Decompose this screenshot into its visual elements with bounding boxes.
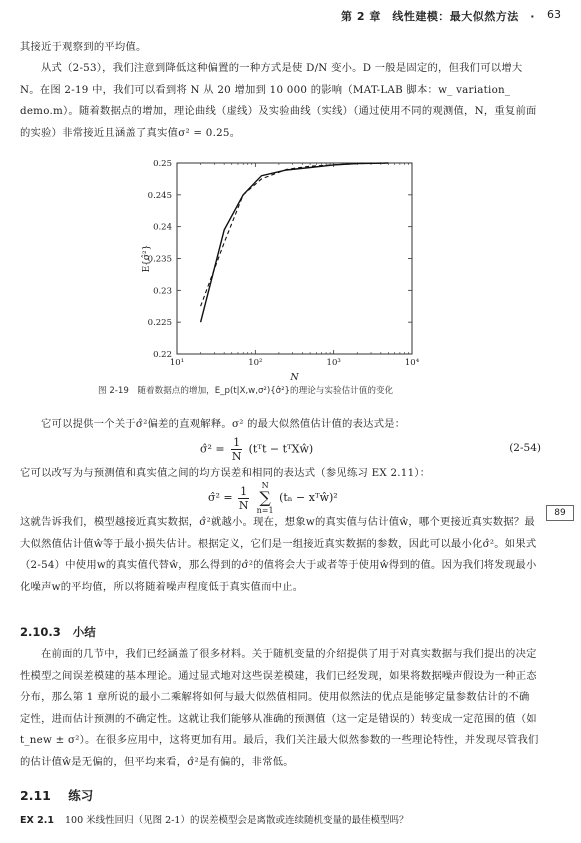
x-tick-label: 10⁴ (404, 358, 420, 368)
paragraph-bias-reduction: 从式（2-53），我们注意到降低这种偏置的一种方式是使 D/N 变小。D 一般是固定的，但我们可以增大 N。在图 2-19 中，我们可以看到将 N 从 20 增加到 10 000 的影响（MAT-LAB 脚本：w_ variation_ demo.m）。随着数据点的增加，理论曲线（虚线）及实验曲线（实线）（通过使用不同的观测值，N，重复前面的实验）非常接近且涵盖了真实值σ² = 0.25。 (20, 62, 537, 139)
equation-2-54-label: (2-54) (509, 442, 541, 454)
exercise-label: EX 2.1 (20, 815, 54, 826)
eq55-sum-upper: N (261, 481, 269, 490)
eq54-fraction (231, 436, 242, 463)
y-tick-label: 0.225 (147, 318, 172, 329)
eq54-body: (tᵀt − tᵀXŵ) (248, 442, 314, 456)
section-title: 练习 (68, 788, 94, 803)
y-tick-label: 0.235 (147, 254, 172, 265)
eq55-sum (257, 481, 274, 515)
section-heading-2-11 (20, 786, 93, 804)
paragraph-model-closeness: 这就告诉我们，模型越接近真实数据，σ̂²就越小。现在，想象w的真实值与估计值ŵ，哪个更接近真实数据？最大似然值估计值ŵ等于最小损失估计。根据定义，它们是一组接近真实数据的参数，因此可以最小化σ̂²。如果式（2-54）中使用w的真实值代替ŵ，那么得到的σ̂²的值将会大于或者等于使用ŵ得到的值。因为我们将发现最小化噪声w的平均值，所以将随着噪声程度低于真实值而中止。 (20, 516, 537, 593)
x-axis-label: N (290, 372, 299, 383)
equation-2-54 (200, 436, 313, 463)
paragraph-summary: 在前面的几节中，我们已经涵盖了很多材料。关于随机变量的介绍提供了用于对真实数据与我们提出的决定性模型之间误差模建的基本理论。通过显式地对这些误差模建，我们已经发现，如果将数据噪声假设为一种正态分布，那么第 1 章所说的最小二乘解将如何与最大似然值相同。使用似然法的优点是能够定量参数估计的不确定性，进而估计预测的不确定性。这就让我们能够从准确的预测值（这一定是错误的）转变成一定范围的值（如 t_new ± σ²）。在很多应用中，这将更加有用。最后，我们关注最大似然参数的一些理论特性，并发现尽管我们的估计值ŵ是无偏的，但平均来看，σ̂²是有偏的，非常低。 (20, 648, 539, 768)
plot-frame (177, 163, 412, 354)
section-number: 2.10.3 (20, 625, 61, 639)
paragraph-intuition: 它可以提供一个关于σ̂²偏差的直观解释。σ² 的最大似然值估计值的表达式是： (41, 418, 406, 430)
section-number: 2.11 (20, 788, 51, 803)
y-tick-label: 0.23 (153, 286, 172, 297)
eq55-denominator: N (238, 498, 249, 512)
margin-page-ref: 89 (546, 505, 574, 521)
exercise-text: 100 米线性回归（见图 2-1）的误差模型会是离散或连续随机变量的最佳模型吗？ (64, 815, 409, 826)
eq54-denominator: N (231, 450, 242, 463)
y-tick-label: 0.24 (153, 222, 172, 233)
figure-2-19-chart (0, 0, 581, 384)
eq55-fraction (238, 485, 249, 512)
figure-caption: 图 2-19 随着数据点的增加，E_p(t|X,w,σ²){σ̂²}的理论与实验估计值的变化 (98, 386, 394, 396)
running-header: 第 2 章 线性建模：最大似然方法 · (341, 10, 535, 23)
eq55-lhs: σ̂² = (208, 491, 233, 504)
x-tick-label: 10² (248, 358, 263, 368)
eq55-numerator: 1 (240, 484, 248, 498)
equation-mse-form (208, 481, 338, 515)
y-tick-label: 0.245 (147, 190, 172, 201)
eq54-lhs: σ̂² = (200, 442, 225, 456)
paragraph-rewrite: 它可以改写为与预测值和真实值之间的均方误差和相同的表达式（参见练习 EX 2.11）： (20, 467, 431, 479)
eq55-body: (tₙ − xᵀŵ)² (279, 491, 338, 504)
y-tick-label: 0.25 (153, 159, 172, 169)
exercise-2-1 (20, 812, 408, 826)
section-heading-2-10-3 (20, 624, 96, 640)
paragraph-continuation: 其接近于观察到的平均值。 (20, 41, 147, 53)
y-tick-label: 0.22 (153, 350, 172, 360)
page-number: 63 (547, 8, 561, 21)
y-axis-label: E{σ̂²} (142, 244, 152, 273)
eq55-sum-lower: n=1 (256, 506, 274, 515)
x-tick-label: 10¹ (169, 358, 185, 368)
x-tick-label: 10³ (326, 358, 341, 368)
eq54-numerator: 1 (233, 436, 241, 449)
eq55-sum-sign: ∑ (259, 488, 271, 507)
section-title: 小结 (72, 625, 96, 639)
